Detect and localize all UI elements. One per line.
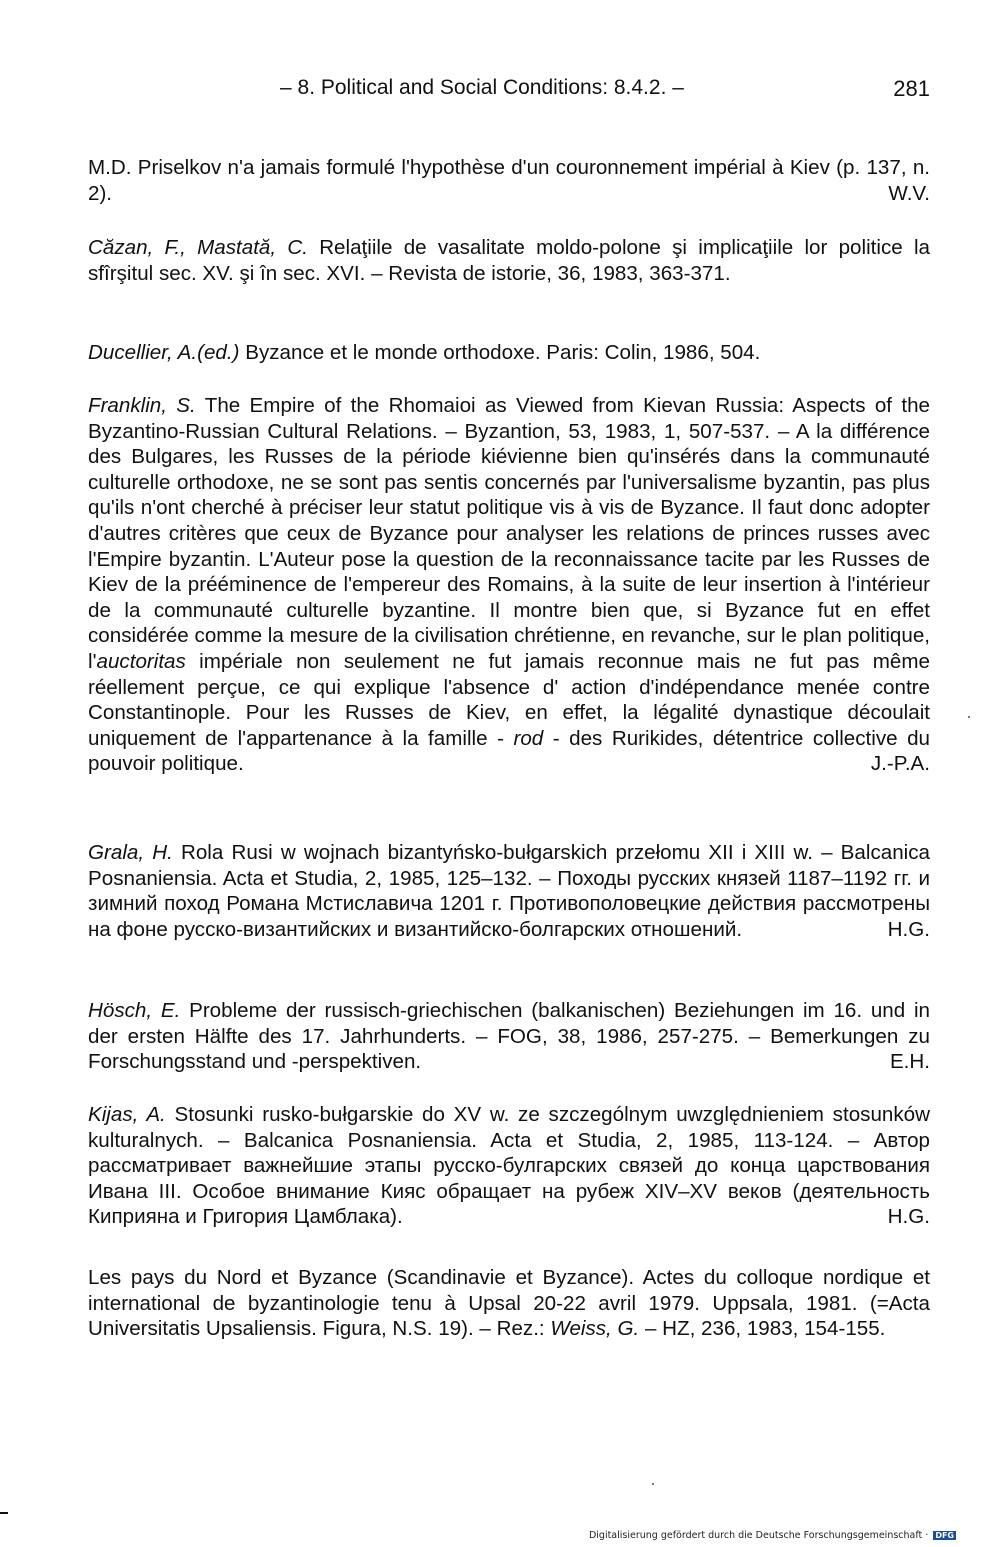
document-page bbox=[88, 0, 930, 1547]
entry-author: Grala, H. bbox=[88, 841, 173, 864]
running-header bbox=[88, 76, 930, 106]
entry-text: Byzance et le monde orthodoxe. Paris: Colin, 1986, 504. bbox=[245, 341, 761, 364]
reviewer-signature: W.V. bbox=[888, 181, 930, 205]
digitization-credit bbox=[589, 1530, 956, 1541]
entry-author: Hösch, E. bbox=[88, 999, 181, 1022]
entry-text: Relaţiile de vasalitate moldo-polone şi implicaţiile lor politice la sfîrşitul sec. XV. şi în sec. XVI. – Revista de istorie, 36, 1983, 363-371. bbox=[88, 236, 930, 285]
entry-text: The Empire of the Rhomaioi as Viewed from Kievan Russia: Aspects of the Byzantino-Russian Cultural Relations. – Byzantion, 53, 1983, 1, 507-537. – A la différence des Bulgares, les Russes de la période kiévienne bien qu'insérés dans la communauté culturelle orthodoxe, ne se sont pas sentis concernés par l'universalisme byzantin, pas plus qu'ils n'ont cherché à préciser leur statut politique vis à vis de Byzance. Il faut donc adopter d'autres critères que ceux de Byzance pour analyser les relations de princes russes avec l'Empire byzantin. L'Auteur pose la question de la reconnaissance tacite par les Russes de Kiev de la prééminence de l'empereur des Romains, à la suite de leur insertion à l'intérieur de la communauté culturelle byzantine. Il montre bien que, si Byzance fut en effet considérée comme la mesure de la civilisation chrétienne, en revanche, sur le plan politique, l' bbox=[88, 394, 930, 673]
reviewer-signature: H.G. bbox=[887, 917, 930, 941]
review-author: Weiss, G. bbox=[550, 1317, 640, 1341]
entry-author: Kijas, A. bbox=[88, 1103, 166, 1126]
entry-text: impériale non seulement ne fut jamais reconnue mais ne fut pas même réellement perçue, ce qui explique l'absence d' action d'indépendance menée contre Constantinople. Pour les Russes de Kiev, en effet, la légalité dynastique découlait uniquement de l'appartenance à la famille - bbox=[88, 649, 930, 750]
bibliography-entry bbox=[88, 340, 930, 366]
reviewer-signature: E.H. bbox=[889, 1050, 930, 1074]
entry-italic-term: auctoritas bbox=[96, 649, 186, 673]
dfg-logo: DFG bbox=[935, 1531, 954, 1540]
bibliography-entry bbox=[88, 998, 930, 1075]
entry-text: Les pays du Nord et Byzance (Scandinavie et Byzance). Actes du colloque nordique et international de byzantinologie tenu à Upsal 20-22 avril 1979. Uppsala, 1981. (=Acta Universitatis Upsaliensis. Figura, N.S. 19). – Rez.: bbox=[88, 1266, 930, 1341]
bibliography-entry bbox=[88, 393, 930, 777]
entry-text: Stosunki rusko-bułgarskie do XV w. ze szczególnym uwzględnieniem stosunków kulturalnych. – Balcanica Posnaniensia. Acta et Studia, 2, 1985, 113-124. – Автор рассматривает важнейшие этапы русско-булгарских связей до конца царствования Ивана III. Особое внимание Кияс обращает на рубеж XIV–XV веков (деятельность Киприяна и Григория Цамблака). bbox=[88, 1103, 930, 1229]
bibliography-entry bbox=[88, 155, 930, 206]
entry-text: Rola Rusi w wojnach bizantyńsko-bułgarskich przełomu XII i XIII w. – Balcanica Posnaniensia. Acta et Studia, 2, 1985, 125–132. – Походы русских князей 1187–1192 гг. и зимний поход Романа Мстиславича 1201 г. Противополовецкие действия рассмотрены на фоне русско-византийских и византийско-болгарских отношений. bbox=[88, 841, 930, 941]
scan-speck bbox=[652, 1483, 654, 1485]
entry-text: - des Rurikides, détentrice collective du pouvoir politique. bbox=[88, 726, 930, 776]
running-title: – 8. Political and Social Conditions: 8.4.2. – bbox=[280, 76, 684, 99]
bibliography-entry bbox=[88, 840, 930, 942]
reviewer-signature: J.-P.A. bbox=[870, 752, 930, 776]
scan-edge-mark bbox=[0, 1512, 8, 1514]
page-number: 281 bbox=[893, 76, 930, 101]
credit-text: Digitalisierung gefördert durch die Deutsche Forschungsgemeinschaft · bbox=[588, 1530, 929, 1541]
reviewer-signature: H.G. bbox=[887, 1205, 930, 1229]
scan-speck bbox=[968, 716, 970, 718]
bibliography-entry bbox=[88, 235, 930, 286]
entry-text: Probleme der russisch-griechischen (balkanischen) Beziehungen im 16. und in der ersten Hälfte des 17. Jahrhunderts. – FOG, 38, 1986, 257-275. – Bemerkungen zu Forschungsstand und -perspektiven. bbox=[88, 999, 930, 1074]
bibliography-entry bbox=[88, 1265, 930, 1342]
entry-author: Ducellier, A.(ed.) bbox=[88, 341, 240, 364]
bibliography-entry bbox=[88, 1102, 930, 1230]
review-reference: – HZ, 236, 1983, 154-155. bbox=[639, 1317, 886, 1341]
entry-author: Căzan, F., Mastată, C. bbox=[88, 236, 308, 259]
entry-author: Franklin, S. bbox=[88, 394, 196, 417]
entry-italic-term: rod bbox=[513, 726, 544, 750]
entry-text: M.D. Priselkov n'a jamais formulé l'hypothèse d'un couronnement impérial à Kiev (p. 137, n. 2). bbox=[88, 156, 930, 205]
